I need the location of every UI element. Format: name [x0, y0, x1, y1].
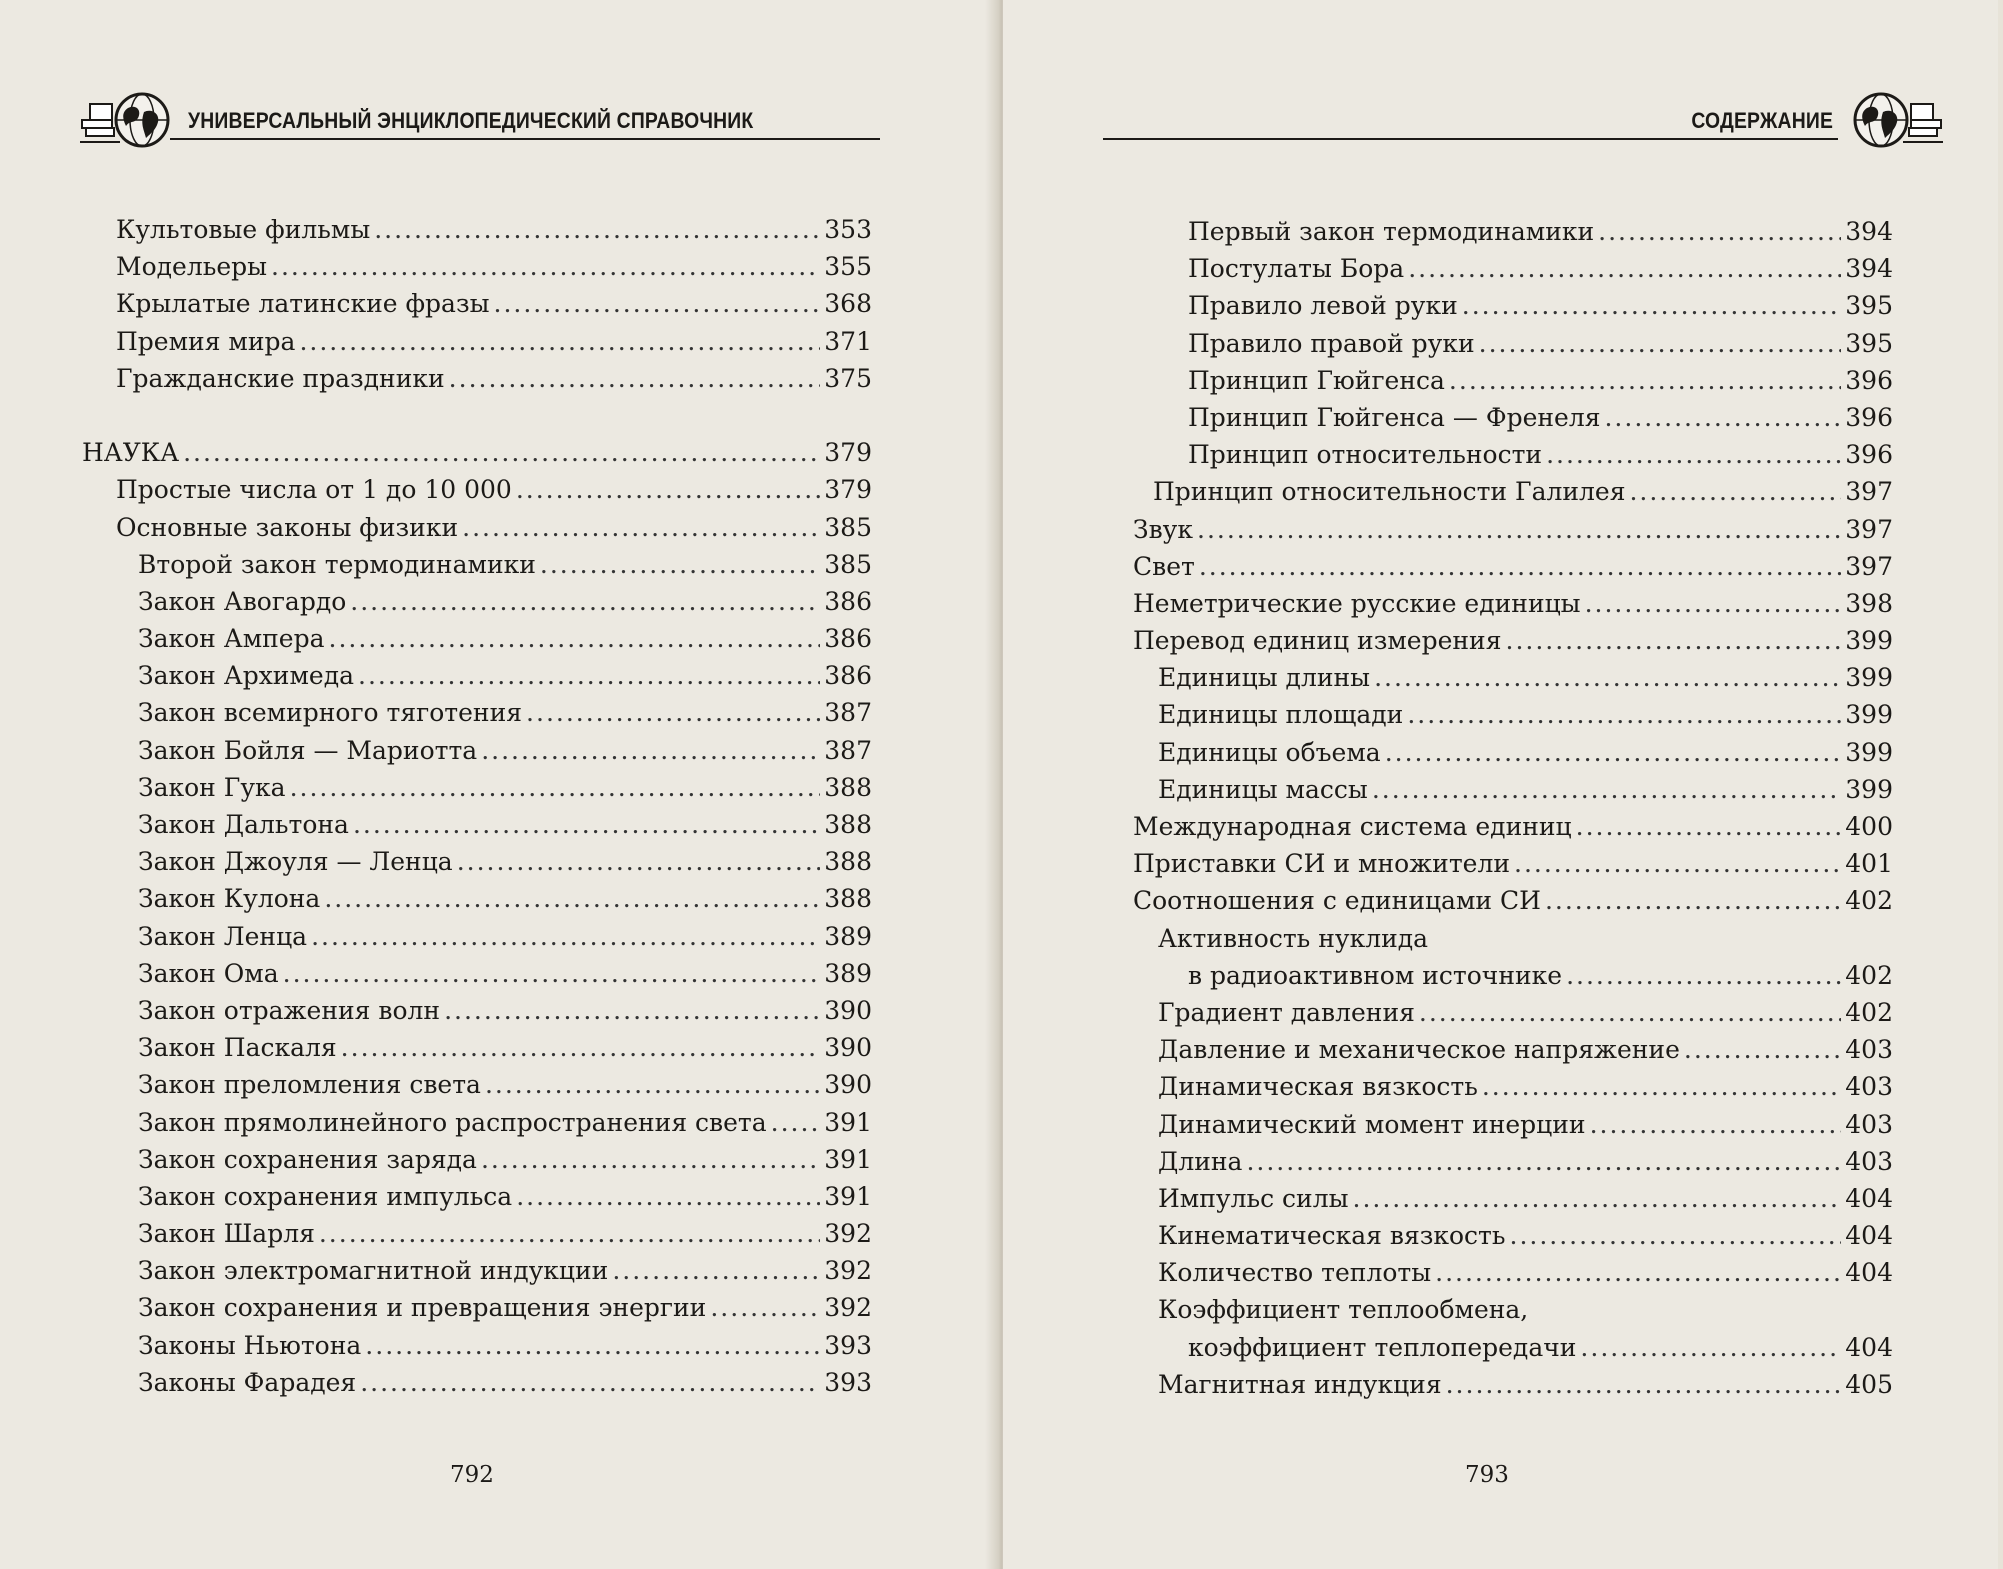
toc-entry	[82, 1178, 872, 1215]
toc-entry	[82, 211, 872, 248]
toc-entry-page: 404	[1845, 1221, 1893, 1251]
toc-leader-dots	[1598, 213, 1841, 250]
toc-entry-title: Культовые фильмы	[116, 215, 371, 244]
toc-leader-dots	[1506, 622, 1842, 659]
toc-entry	[1133, 1366, 1893, 1403]
toc-entry-page: 397	[1845, 477, 1893, 507]
toc-entry	[82, 806, 872, 843]
toc-entry-page: 394	[1845, 254, 1893, 284]
toc-entry-page: 396	[1845, 402, 1893, 432]
toc-entry-page: 386	[824, 586, 872, 616]
toc-entry-title: Закон сохранения и превращения энергии	[138, 1293, 707, 1323]
toc-entry-page: 379	[824, 438, 872, 468]
toc-entry-page: 389	[824, 958, 872, 988]
toc-entry-page: 388	[824, 847, 872, 877]
toc-leader-dots	[526, 694, 820, 731]
toc-entry	[82, 434, 872, 471]
toc-leader-dots	[1482, 1068, 1841, 1105]
toc-leader-dots	[1449, 362, 1841, 399]
toc-leader-dots	[1374, 659, 1841, 696]
toc-entry	[82, 1215, 872, 1252]
toc-entry-page: 402	[1845, 886, 1893, 916]
toc-leader-dots	[612, 1252, 820, 1289]
toc-entry-title: НАУКА	[82, 438, 180, 468]
toc-leader-dots	[1684, 1031, 1841, 1068]
toc-entry-title: Закон электромагнитной индукции	[138, 1256, 609, 1286]
toc-leader-dots	[494, 285, 821, 322]
toc-entry	[82, 694, 872, 731]
toc-entry	[82, 1066, 872, 1103]
toc-leader-dots	[1546, 436, 1841, 473]
toc-entry-page: 399	[1845, 626, 1893, 656]
toc-entry-title: Закон Дальтона	[138, 810, 349, 839]
right-page	[1003, 0, 1998, 1569]
toc-entry-title: Простые числа от 1 до 10 000	[116, 475, 512, 505]
toc-entry-title: Принцип Гюйгенса — Френеля	[1188, 402, 1601, 432]
toc-entry	[1133, 399, 1893, 436]
toc-entry	[82, 880, 872, 917]
toc-entry-title: Модельеры	[116, 252, 268, 282]
toc-entry-title: Звук	[1133, 514, 1193, 544]
toc-entry-title: Закон Бойля — Мариотта	[138, 735, 478, 765]
toc-entry-title: Закон Ома	[138, 958, 279, 988]
toc-entry-page: 388	[824, 772, 872, 802]
toc-entry-title: Градиент давления	[1158, 997, 1415, 1027]
toc-entry	[1133, 845, 1893, 882]
page-number: 793	[1465, 1462, 1509, 1488]
toc-leader-dots	[183, 434, 820, 471]
toc-entry-page: 399	[1845, 737, 1893, 767]
toc-entry-page: 395	[1845, 291, 1893, 321]
toc-entry-page: 386	[824, 624, 872, 654]
toc-entry	[1133, 1254, 1893, 1291]
toc-entry	[1133, 585, 1893, 622]
toc-entry-title: Правило левой руки	[1188, 291, 1458, 321]
toc-leader-dots	[1197, 511, 1841, 548]
toc-entry-page: 391	[824, 1107, 872, 1137]
toc-leader-dots	[299, 323, 820, 360]
left-running-header	[80, 88, 880, 150]
toc-leader-dots	[271, 248, 820, 285]
toc-entry	[1133, 771, 1893, 808]
toc-entry-title: Принцип относительности Галилея	[1153, 477, 1626, 507]
toc-leader-dots	[358, 657, 820, 694]
toc-entry-title: Закон отражения волн	[138, 995, 441, 1025]
toc-entry	[82, 1364, 872, 1401]
right-toc-list	[1133, 213, 1893, 1403]
toc-entry	[1133, 696, 1893, 733]
toc-entry-page: 385	[824, 549, 872, 579]
toc-leader-dots	[1514, 845, 1841, 882]
toc-entry	[1133, 1143, 1893, 1180]
toc-entry	[82, 1289, 872, 1326]
toc-leader-dots	[1629, 473, 1841, 510]
toc-entry-page: 404	[1845, 1258, 1893, 1288]
toc-entry-title: Коэффициент теплообмена,	[1158, 1295, 1529, 1325]
toc-leader-dots	[283, 955, 821, 992]
toc-entry	[82, 955, 872, 992]
toc-entry	[82, 732, 872, 769]
toc-entry-page: 393	[824, 1367, 872, 1397]
toc-leader-dots	[290, 769, 821, 806]
toc-entry-title: Закон Шарля	[138, 1219, 315, 1249]
toc-entry	[1133, 882, 1893, 919]
toc-entry-page: 401	[1845, 849, 1893, 879]
toc-entry-page: 398	[1845, 588, 1893, 618]
toc-entry-page: 375	[824, 363, 872, 393]
toc-leader-dots	[1585, 585, 1842, 622]
toc-entry-title: Закон Архимеда	[138, 661, 355, 691]
toc-entry	[82, 323, 872, 360]
toc-leader-dots	[485, 1066, 820, 1103]
toc-leader-dots	[1419, 994, 1841, 1031]
toc-entry-title: Закон Авогардо	[138, 586, 347, 616]
toc-leader-dots	[462, 509, 820, 546]
toc-leader-dots	[1566, 957, 1841, 994]
toc-entry-page: 402	[1845, 997, 1893, 1027]
toc-entry-page: 385	[824, 512, 872, 542]
page-number: 792	[450, 1462, 494, 1488]
toc-entry-title: Принцип Гюйгенса	[1188, 365, 1445, 395]
toc-leader-dots	[516, 1178, 820, 1215]
toc-entry	[1133, 808, 1893, 845]
toc-leader-dots	[350, 583, 820, 620]
toc-entry-page: 399	[1845, 700, 1893, 730]
left-page	[0, 0, 995, 1569]
toc-entry-page: 392	[824, 1219, 872, 1249]
toc-entry-title: Закон Кулона	[138, 884, 321, 914]
toc-entry-page: 403	[1845, 1035, 1893, 1065]
toc-leader-dots	[1545, 882, 1841, 919]
toc-leader-dots	[1462, 287, 1842, 324]
toc-leader-dots	[1199, 548, 1841, 585]
toc-entry	[82, 1104, 872, 1141]
header-rule	[1103, 138, 1838, 140]
toc-leader-dots	[374, 211, 820, 248]
toc-entry-title: Единицы массы	[1158, 774, 1368, 804]
toc-entry-title: Закон преломления света	[138, 1070, 481, 1100]
toc-entry-page: 400	[1845, 812, 1893, 841]
toc-entry-title: Закон Джоуля — Ленца	[138, 847, 453, 877]
toc-leader-dots	[353, 806, 820, 843]
toc-leader-dots	[311, 918, 820, 955]
toc-entry	[82, 918, 872, 955]
toc-entry-page: 404	[1845, 1183, 1893, 1213]
toc-entry-title: Магнитная индукция	[1158, 1369, 1442, 1399]
toc-leader-dots	[319, 1215, 820, 1252]
toc-entry-page: 399	[1845, 774, 1893, 804]
toc-entry-page: 396	[1845, 365, 1893, 395]
toc-entry	[82, 583, 872, 620]
toc-entry	[1133, 1217, 1893, 1254]
toc-entry-page: 387	[824, 698, 872, 728]
toc-entry-title: Закон прямолинейного распространения света	[138, 1107, 767, 1137]
toc-entry	[82, 1029, 872, 1066]
toc-entry-title: Закон Гука	[138, 772, 286, 802]
toc-entry	[82, 546, 872, 583]
toc-entry	[1133, 1068, 1893, 1105]
toc-entry-page: 403	[1845, 1072, 1893, 1102]
toc-entry-title: Кинематическая вязкость	[1158, 1221, 1506, 1251]
toc-entry-title: в радиоактивном источнике	[1188, 960, 1563, 990]
toc-leader-dots	[457, 843, 821, 880]
toc-entry-title: Закон сохранения импульса	[138, 1181, 513, 1211]
toc-entry-page: 397	[1845, 551, 1893, 581]
toc-entry-title: Законы Фарадея	[138, 1367, 357, 1397]
toc-entry-page: 391	[824, 1181, 872, 1211]
toc-entry-title: Давление и механическое напряжение	[1158, 1035, 1680, 1065]
toc-entry	[1133, 920, 1893, 957]
toc-entry	[1133, 957, 1893, 994]
toc-leader-dots	[1435, 1254, 1841, 1291]
toc-entry-page: 389	[824, 921, 872, 951]
toc-leader-dots	[324, 880, 820, 917]
toc-leader-dots	[329, 620, 821, 657]
toc-entry-title: Закон всемирного тяготения	[138, 698, 523, 728]
toc-entry	[1133, 436, 1893, 473]
toc-leader-dots	[1580, 1329, 1841, 1366]
toc-gap	[82, 397, 872, 434]
toc-entry	[1133, 325, 1893, 362]
toc-entry-title: Основные законы физики	[116, 512, 459, 542]
toc-entry-title: Закон Ампера	[138, 624, 325, 654]
toc-entry	[1133, 473, 1893, 510]
toc-entry	[82, 1327, 872, 1364]
toc-entry-title: Приставки СИ и множители	[1133, 849, 1510, 879]
toc-leader-dots	[516, 471, 820, 508]
toc-entry-title: Второй закон термодинамики	[138, 549, 536, 579]
toc-entry	[1133, 1106, 1893, 1143]
toc-entry-page: 395	[1845, 328, 1893, 358]
toc-leader-dots	[540, 546, 820, 583]
toc-entry	[1133, 362, 1893, 399]
toc-entry-page: 405	[1845, 1369, 1893, 1399]
toc-entry	[82, 285, 872, 322]
toc-leader-dots	[1446, 1366, 1842, 1403]
toc-entry-title: Перевод единиц измерения	[1133, 626, 1502, 656]
toc-entry-title: Единицы длины	[1158, 663, 1371, 693]
toc-entry-title: Количество теплоты	[1158, 1258, 1432, 1288]
toc-entry	[82, 992, 872, 1029]
toc-entry-page: 392	[824, 1293, 872, 1323]
toc-entry-title: Правило правой руки	[1188, 328, 1475, 358]
toc-entry-page: 397	[1845, 514, 1893, 544]
toc-leader-dots	[1353, 1180, 1842, 1217]
toc-leader-dots	[341, 1029, 821, 1066]
toc-leader-dots	[449, 360, 821, 397]
toc-entry	[82, 1252, 872, 1289]
toc-entry	[82, 843, 872, 880]
toc-leader-dots	[771, 1104, 821, 1141]
toc-entry-page: 391	[824, 1144, 872, 1174]
toc-entry	[1133, 659, 1893, 696]
toc-leader-dots	[1246, 1143, 1841, 1180]
toc-entry-page: 368	[824, 289, 872, 319]
toc-entry-page: 393	[824, 1330, 872, 1360]
toc-entry-page: 386	[824, 661, 872, 691]
toc-leader-dots	[1576, 808, 1842, 845]
toc-entry-page: 355	[824, 252, 872, 282]
globe-books-icon	[1837, 90, 1943, 148]
toc-entry	[1133, 1329, 1893, 1366]
toc-entry	[82, 620, 872, 657]
toc-leader-dots	[1372, 771, 1841, 808]
toc-entry-title: Крылатые латинские фразы	[116, 289, 490, 319]
toc-entry-page: 387	[824, 735, 872, 765]
toc-entry	[1133, 213, 1893, 250]
toc-entry-page: 390	[824, 1033, 872, 1063]
toc-entry-page: 388	[824, 810, 872, 839]
toc-entry-page: 371	[824, 326, 872, 356]
toc-entry	[82, 1141, 872, 1178]
toc-entry-title: Международная система единиц	[1133, 812, 1572, 841]
left-toc-list	[82, 211, 872, 1401]
toc-entry	[1133, 994, 1893, 1031]
toc-entry-page: 353	[824, 215, 872, 244]
toc-leader-dots	[360, 1364, 820, 1401]
right-running-header	[1103, 88, 1943, 150]
toc-entry-page: 404	[1845, 1332, 1893, 1362]
toc-entry-title: коэффициент теплопередачи	[1188, 1332, 1577, 1362]
toc-leader-dots	[1604, 399, 1841, 436]
toc-entry	[82, 471, 872, 508]
toc-entry-title: Свет	[1133, 551, 1195, 581]
toc-entry	[1133, 548, 1893, 585]
toc-entry-page: 390	[824, 1070, 872, 1100]
toc-leader-dots	[710, 1289, 820, 1326]
toc-entry-page: 394	[1845, 217, 1893, 246]
toc-entry-title: Гражданские праздники	[116, 363, 445, 393]
toc-entry	[1133, 511, 1893, 548]
toc-entry	[82, 509, 872, 546]
toc-leader-dots	[1510, 1217, 1842, 1254]
toc-entry-title: Постулаты Бора	[1188, 254, 1405, 284]
toc-entry	[82, 657, 872, 694]
toc-entry	[1133, 622, 1893, 659]
running-header-title: СОДЕРЖАНИЕ	[1691, 108, 1833, 133]
toc-entry-title: Неметрические русские единицы	[1133, 588, 1581, 618]
toc-entry	[1133, 1291, 1893, 1328]
toc-entry-title: Премия мира	[116, 326, 296, 356]
toc-entry-title: Законы Ньютона	[138, 1330, 362, 1360]
toc-leader-dots	[481, 1141, 820, 1178]
running-header-title: УНИВЕРСАЛЬНЫЙ ЭНЦИКЛОПЕДИЧЕСКИЙ СПРАВОЧНИК	[188, 108, 754, 133]
toc-entry-page: 399	[1845, 663, 1893, 693]
toc-leader-dots	[1385, 734, 1842, 771]
toc-entry-title: Закон сохранения заряда	[138, 1144, 477, 1174]
toc-entry-page: 388	[824, 884, 872, 914]
toc-entry-page: 402	[1845, 960, 1893, 990]
toc-entry-page: 396	[1845, 440, 1893, 470]
toc-entry-title: Закон Ленца	[138, 921, 308, 951]
toc-entry	[1133, 734, 1893, 771]
toc-entry-title: Соотношения с единицами СИ	[1133, 886, 1541, 916]
header-rule	[170, 138, 880, 140]
toc-entry-title: Первый закон термодинамики	[1188, 217, 1595, 246]
toc-entry-title: Принцип относительности	[1188, 440, 1543, 470]
toc-leader-dots	[444, 992, 820, 1029]
toc-entry-title: Импульс силы	[1158, 1183, 1349, 1213]
toc-entry-title: Динамический момент инерции	[1158, 1109, 1586, 1139]
toc-entry	[1133, 1031, 1893, 1068]
toc-entry	[82, 248, 872, 285]
toc-entry	[1133, 1180, 1893, 1217]
toc-entry	[1133, 250, 1893, 287]
toc-leader-dots	[365, 1327, 820, 1364]
toc-leader-dots	[1479, 325, 1842, 362]
toc-entry-title: Закон Паскаля	[138, 1033, 337, 1063]
toc-leader-dots	[481, 732, 820, 769]
toc-entry-title: Длина	[1158, 1146, 1243, 1176]
toc-entry-page: 392	[824, 1256, 872, 1286]
toc-entry-page: 379	[824, 475, 872, 505]
toc-leader-dots	[1408, 250, 1841, 287]
toc-entry-page: 403	[1845, 1146, 1893, 1176]
toc-entry-title: Единицы объема	[1158, 737, 1381, 767]
toc-entry-title: Активность нуклида	[1158, 923, 1429, 953]
toc-entry-title: Динамическая вязкость	[1158, 1072, 1478, 1102]
toc-entry-title: Единицы площади	[1158, 700, 1404, 730]
toc-entry	[82, 769, 872, 806]
toc-entry	[82, 360, 872, 397]
toc-leader-dots	[1407, 696, 1841, 733]
toc-entry-page: 390	[824, 995, 872, 1025]
toc-leader-dots	[1590, 1106, 1842, 1143]
toc-entry	[1133, 287, 1893, 324]
toc-entry-page: 403	[1845, 1109, 1893, 1139]
